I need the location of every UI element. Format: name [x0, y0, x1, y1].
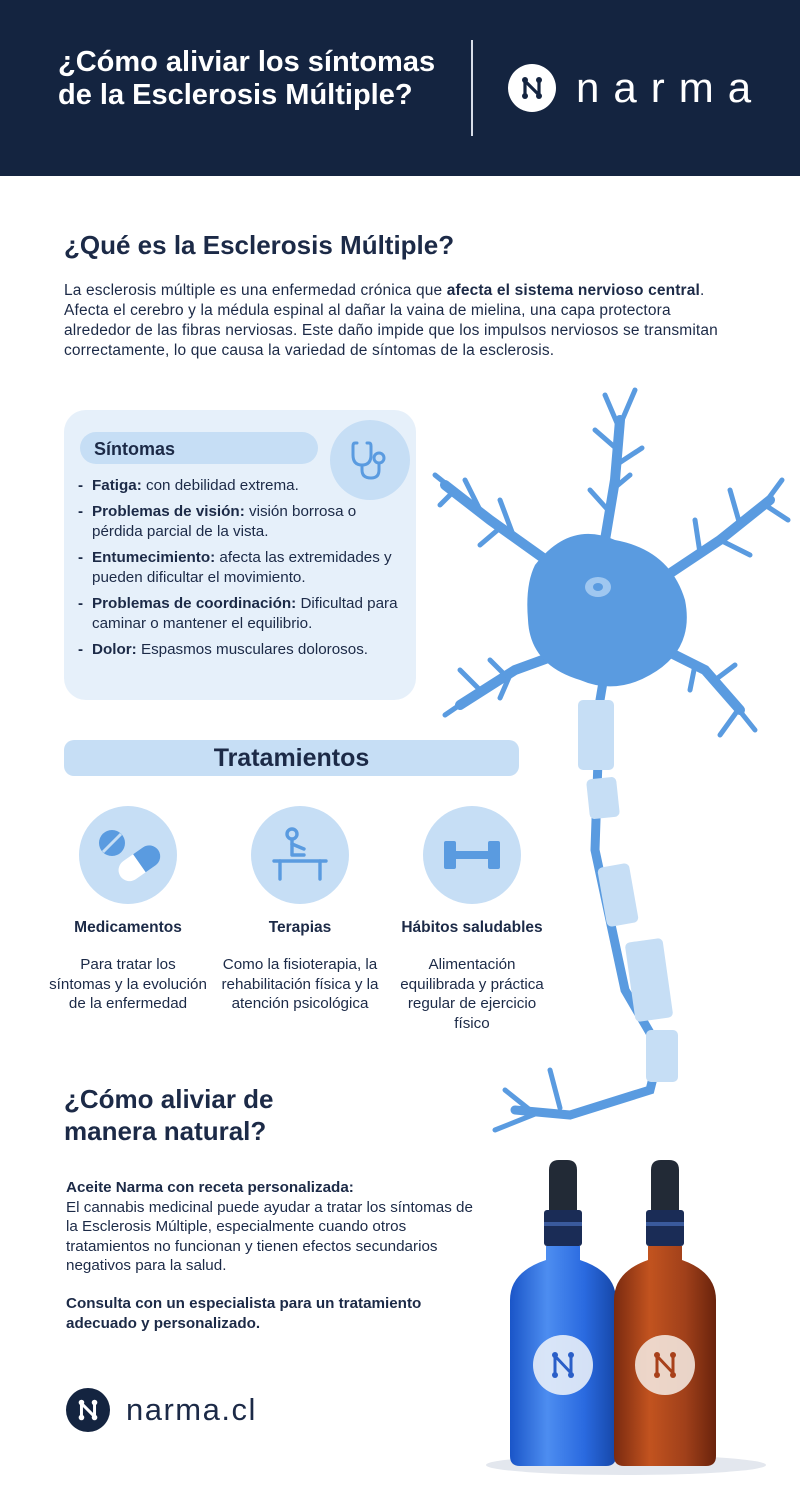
intro-text: La esclerosis múltiple es una enfermedad crónica que afecta el sistema nervioso central. Afecta el cerebro y la médula espinal al dañar la vaina de mielina, una capa protectora alrededor de las fibras nerviosas. Este daño impide que los impulsos nerviosos se transmitan correctamente, lo que causa la variedad de síntomas de la esclerosis. [64, 282, 718, 359]
list-item: - Entumecimiento: afecta las extremidades y pueden dificultar el movimiento. [78, 548, 408, 588]
oil-description [66, 1178, 486, 1276]
symptoms-card [64, 410, 416, 700]
treatment-name-habitos: Hábitos saludables [401, 919, 543, 936]
pills-icon [79, 806, 177, 904]
narma-logo-icon [508, 64, 556, 112]
list-item: - Problemas de visión: visión borrosa o pérdida parcial de la vista. [78, 502, 408, 542]
treatment-name-terapias: Terapias [268, 919, 332, 936]
list-item: - Dolor: Espasmos musculares dolorosos. [78, 640, 408, 660]
treatment-desc-medicamentos: Para tratar los síntomas y la evolución de la enfermedad [49, 956, 207, 1012]
oil-bottles-icon [476, 1160, 776, 1480]
treatments-title: Tratamientos [213, 744, 370, 772]
treatment-desc-habitos: Alimentación equilibrada y práctica regular de ejercicio físico [400, 956, 544, 1032]
intro-title: ¿Qué es la Esclerosis Múltiple? [64, 230, 455, 260]
intro-highlight: afecta el sistema nervioso central [446, 282, 700, 299]
dumbbell-icon [423, 806, 521, 904]
header-title: ¿Cómo aliviar los síntomas de la Esclerosis Múltiple? [58, 46, 436, 111]
symptoms-title: Síntomas [94, 439, 176, 459]
narma-logo-icon [66, 1388, 110, 1432]
treatment-name-medicamentos: Medicamentos [74, 919, 182, 936]
list-item: - Fatiga: con debilidad extrema. [78, 476, 408, 496]
header-brand[interactable] [508, 64, 765, 112]
footer-brand[interactable] [66, 1388, 257, 1432]
list-item: - Problemas de coordinación: Dificultad para caminar o mantener el equilibrio. [78, 594, 408, 634]
natural-title: ¿Cómo aliviar de manera natural? [64, 1084, 274, 1146]
symptoms-list [78, 476, 408, 666]
header-brand-name: narma [576, 64, 766, 111]
header-banner [0, 0, 800, 176]
oil-text: El cannabis medicinal puede ayudar a tratar los síntomas de la Esclerosis Múltiple, especialmente cuando otros tratamientos no funcionan y tienen efectos secundarios negativos para la salud. [66, 1198, 473, 1274]
treatment-desc-terapias: Como la fisioterapia, la rehabilitación física y la atención psicológica [221, 956, 379, 1012]
footer-brand-name: narma.cl [126, 1392, 257, 1427]
therapy-icon [251, 806, 349, 904]
oil-title: Aceite Narma con receta personalizada: [66, 1179, 354, 1196]
header-divider [471, 40, 473, 136]
consult-text: Consulta con un especialista para un tratamiento adecuado y personalizado. [66, 1295, 422, 1332]
